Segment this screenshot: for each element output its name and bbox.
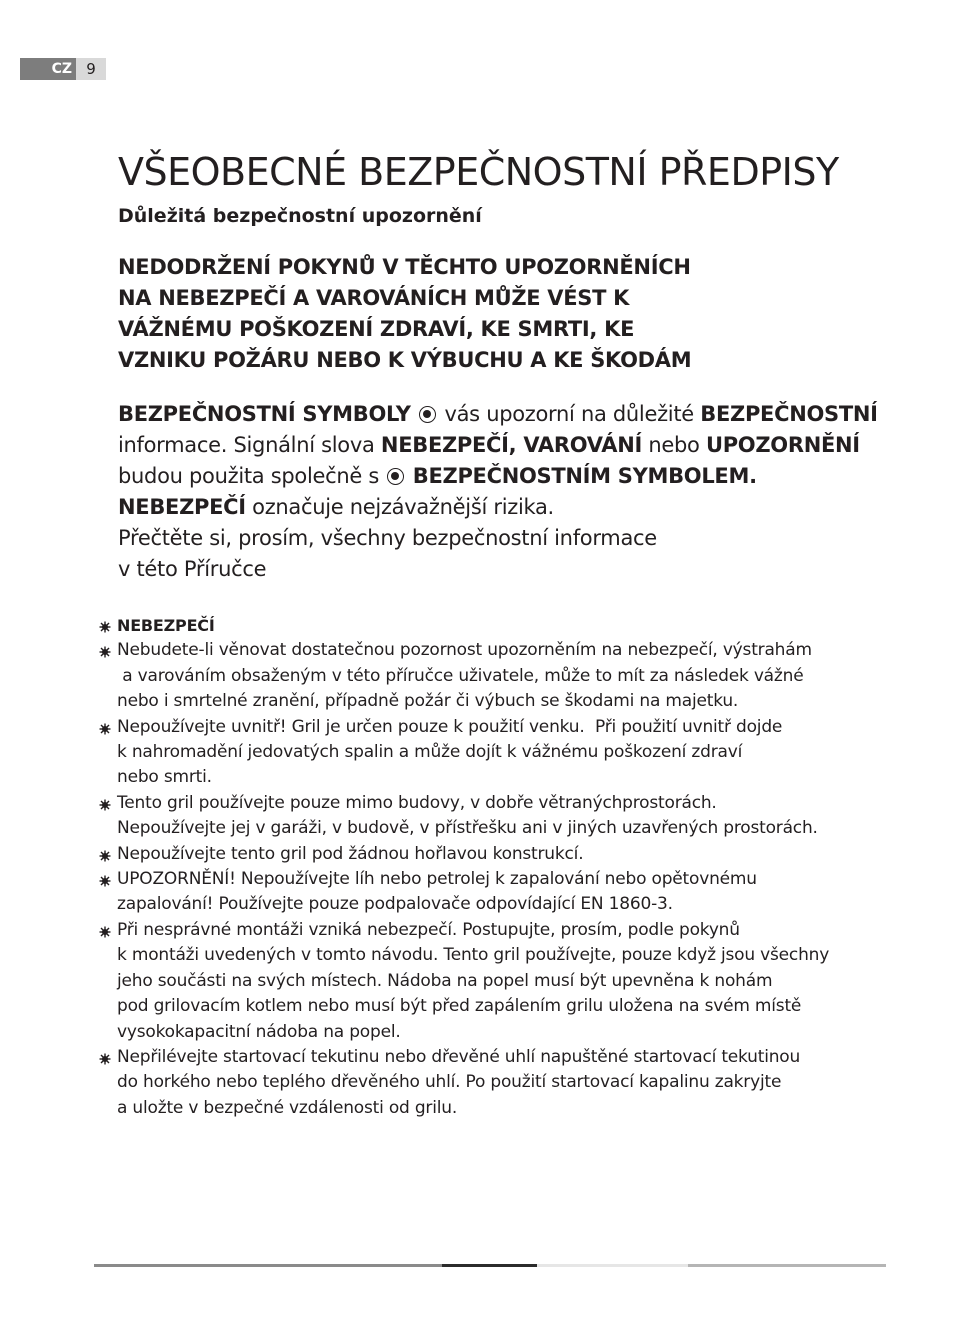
danger-item-text: k nahromadění jedovatých spalin a může dojít k vážnému poškození zdraví [117, 742, 743, 763]
danger-item-text: Nepoužívejte uvnitř! Gril je určen pouze k použití venku. Při použití uvnitř dojde [117, 716, 783, 737]
danger-item-line [98, 918, 888, 943]
danger-item-text: nebo i smrtelné zranění, případně požár či výbuch se škodami na majetku. [117, 691, 739, 712]
danger-item-text: a varováním obsaženým v této příručce uživatele, může to mít za následek vážné [117, 665, 804, 686]
danger-item-line [98, 765, 888, 790]
danger-item-text: Nepřilévejte startovací tekutinu nebo dřevěné uhlí napuštěné startovací tekutinou [117, 1046, 801, 1067]
bold-text: NEBEZPEČÍ [118, 495, 246, 519]
danger-item-line [98, 816, 888, 841]
safety-symbol-icon [99, 723, 111, 735]
warning-line: NA NEBEZPEČÍ A VAROVÁNÍCH MŮŽE VÉST K [118, 286, 630, 310]
symbols-line: Přečtěte si, prosím, všechny bezpečnostní informace [118, 526, 657, 550]
danger-item-text: vysokokapacitní nádoba na popel. [117, 1021, 401, 1042]
footer-rule-light [537, 1264, 688, 1267]
danger-item-line [98, 638, 888, 663]
danger-item-text: do horkého nebo teplého dřevěného uhlí. Po použití startovací kapalinu zakryjte [117, 1072, 782, 1093]
bold-text: BEZPEČNOSTNÍ [700, 402, 878, 426]
symbols-line [118, 430, 878, 461]
danger-item-text: Nepoužívejte tento gril pod žádnou hořlavou konstrukcí. [117, 843, 584, 864]
danger-item-line [98, 740, 888, 765]
bold-text: BEZPEČNOSTNÍ SYMBOLY [118, 402, 411, 426]
danger-item-text: Nepoužívejte jej v garáži, v budově, v přístřešku ani v jiných uzavřených prostorách. [117, 818, 818, 839]
warning-line: VÁŽNÉMU POŠKOZENÍ ZDRAVÍ, KE SMRTI, KE [118, 317, 635, 341]
warning-block [118, 252, 838, 376]
text: informace. Signální slova [118, 433, 381, 457]
page-subtitle: Důležitá bezpečnostní upozornění [118, 205, 482, 227]
danger-item-line [98, 867, 888, 892]
danger-item-line [98, 1020, 888, 1045]
warning-line: NEDODRŽENÍ POKYNŮ V TĚCHTO UPOZORNĚNÍCH [118, 255, 691, 279]
safety-symbols-paragraph [118, 399, 878, 585]
danger-item-line [98, 994, 888, 1019]
safety-symbol-icon [99, 926, 111, 938]
bold-text: UPOZORNĚNÍ [705, 433, 860, 457]
page-title: VŠEOBECNÉ BEZPEČNOSTNÍ PŘEDPISY [118, 150, 839, 194]
page-number: 9 [76, 58, 106, 80]
bold-text: BEZPEČNOSTNÍM SYMBOLEM. [412, 464, 757, 488]
danger-item-text: pod grilovacím kotlem nebo musí být před zapálením grilu uložena na svém místě [117, 996, 802, 1017]
danger-item-line [98, 664, 888, 689]
danger-item-line [98, 892, 888, 917]
danger-item-line [98, 842, 888, 867]
danger-item-line [98, 715, 888, 740]
danger-item-text: Nebudete-li věnovat dostatečnou pozornost upozorněním na nebezpečí, výstrahám [117, 640, 812, 661]
text: označuje nejzávažnější rizika. [245, 495, 554, 519]
danger-item-text: jeho součásti na svých místech. Nádoba na popel musí být upevněna k nohám [117, 970, 773, 991]
safety-symbol-icon [99, 875, 111, 887]
warning-line: VZNIKU POŽÁRU NEBO K VÝBUCHU A KE ŠKODÁM [118, 348, 692, 372]
danger-item-text: zapalování! Používejte pouze podpalovače odpovídající EN 1860-3. [117, 894, 673, 915]
language-label: CZ [20, 58, 76, 80]
footer-rule-dark [442, 1264, 537, 1267]
danger-item-text: Při nesprávné montáži vzniká nebezpečí. Postupujte, prosím, podle pokynů [117, 919, 740, 940]
danger-heading-text: NEBEZPEČÍ [117, 616, 215, 635]
symbols-line [118, 461, 878, 492]
bold-text: NEBEZPEČÍ, VAROVÁNÍ [380, 433, 642, 457]
text: budou použita společně s [118, 464, 386, 488]
safety-symbol-icon [99, 799, 111, 811]
danger-item-text: a uložte v bezpečné vzdálenosti od grilu. [117, 1097, 458, 1118]
safety-symbol-icon [99, 1053, 111, 1065]
danger-item-line [98, 969, 888, 994]
danger-item-text: k montáži uvedených v tomto návodu. Tento gril používejte, pouze když jsou všechny [117, 945, 830, 966]
danger-item-text: Tento gril používejte pouze mimo budovy, v dobře větranýchprostorách. [117, 792, 717, 813]
symbols-line: v této Příručce [118, 557, 267, 581]
danger-item-text: nebo smrti. [117, 767, 212, 788]
safety-symbol-icon [99, 646, 111, 658]
text: nebo [641, 433, 706, 457]
symbols-line [118, 399, 878, 430]
danger-item-line [98, 1070, 888, 1095]
danger-heading [98, 613, 888, 638]
footer-rule-end [688, 1264, 886, 1267]
safety-symbol-icon [419, 406, 436, 423]
symbols-line [118, 492, 878, 523]
danger-item-line [98, 1096, 888, 1121]
safety-symbol-icon [387, 468, 404, 485]
page-tab [20, 58, 106, 80]
danger-item-text: UPOZORNĚNÍ! Nepoužívejte líh nebo petrolej k zapalování nebo opětovnému [117, 869, 757, 890]
danger-item-line [98, 1045, 888, 1070]
footer-rule-mid [94, 1264, 442, 1267]
danger-item-line [98, 791, 888, 816]
text: vás upozorní na důležité [438, 402, 701, 426]
danger-list [98, 613, 888, 1121]
danger-item-line [98, 943, 888, 968]
safety-symbol-icon [99, 850, 111, 862]
danger-item-line [98, 689, 888, 714]
safety-symbol-icon [99, 621, 111, 633]
